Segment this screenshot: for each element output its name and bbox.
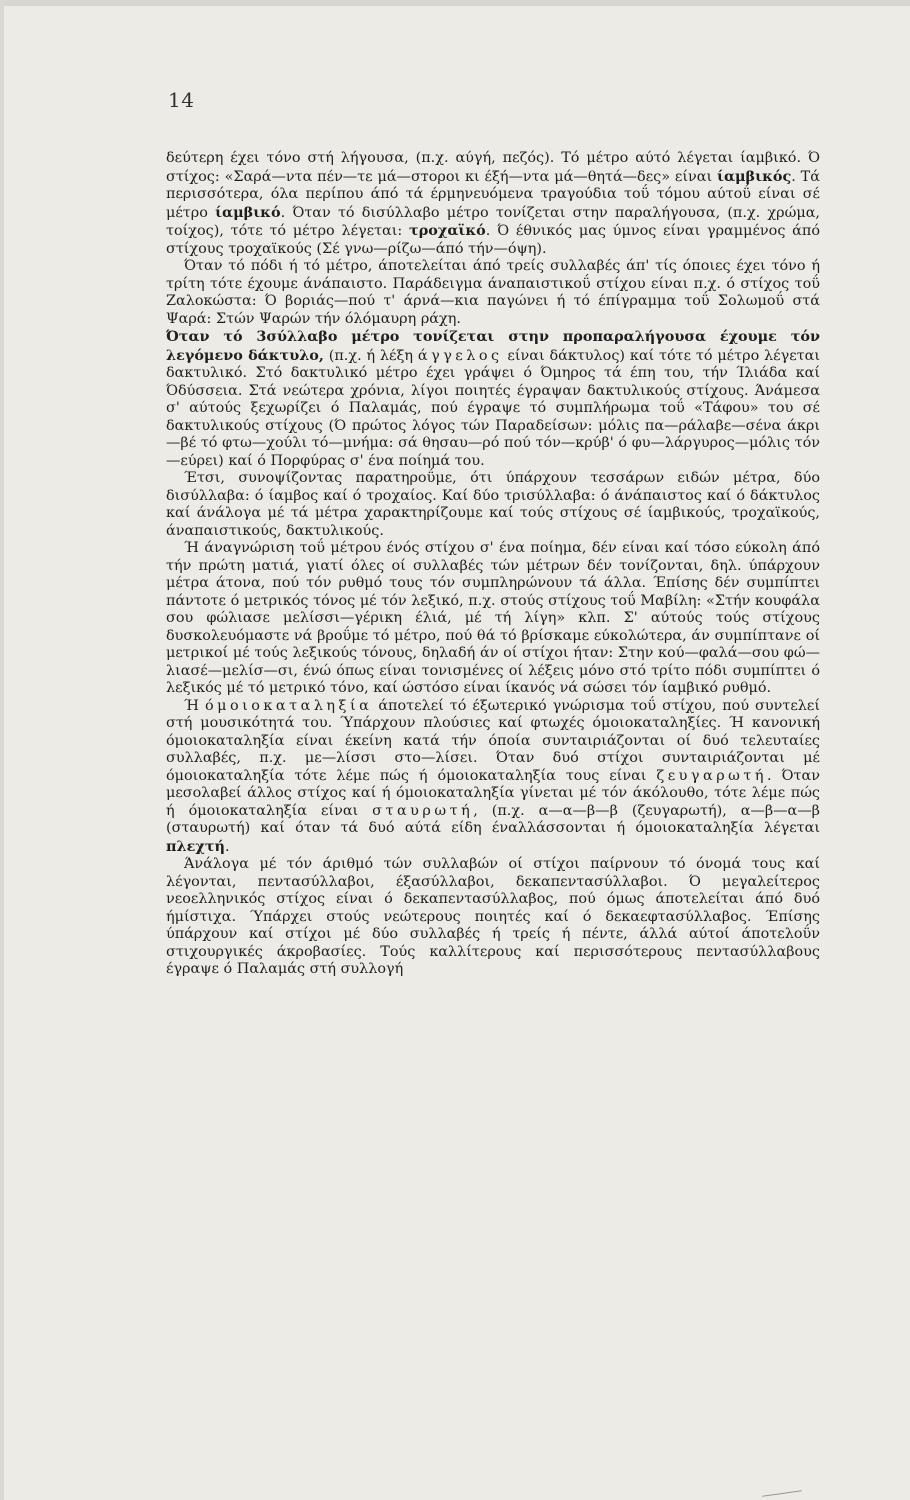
body-text <box>166 150 820 979</box>
bold-term: ίαμβικό <box>215 203 281 221</box>
text-run: είναι δάκτυλος) καί τότε τό μέτρο λέγεται δακτυλικό. Στό δακτυλικό μέτρο έχει γράψει ό Όμηρος τά έπη του, τήν Ίλιάδα καί Όδύσσεια. Στά νεώτερα χρόνια, λίγοι ποιητές έγραψαν δακτυλικούς στίχους. Άνάμεσα σ' αύτούς ξεχωρίζει ό Παλαμάς, πού έγραψε τό συμπλήρωμα τοΰ «Τάφου» του σέ δακτυλικούς στίχους (Ό πρώτος λόγος τών Παραδείσων: μόλις πα—ράλαβε—σένα άκρι—βέ τό φτω—χούλι τό—μνήμα: σά θησαυ—ρό πού τόν—κρύβ' ό φυ—λάργυρος—μόλις τόν—εύρει) καί ό Πορφύρας σ' ένα ποίημά του. <box>166 347 821 469</box>
paragraph <box>166 470 820 540</box>
spaced-term: όμοιοκαταληξία <box>204 697 373 714</box>
bold-term: πλεχτή <box>166 837 225 855</box>
paragraph <box>166 328 820 470</box>
text-run: , (π.χ. α—α—β—β (ζευγαρωτή), α—β—α—β (σταυρωτή) καί όταν τά δυό αύτά είδη έναλλάσσονται ή όμοιοκαταληξία λέγεται <box>166 802 820 836</box>
page-number: 14 <box>168 88 195 112</box>
paragraph <box>166 258 820 328</box>
text-run: (π.χ. ή λέξη <box>323 347 418 364</box>
spaced-term: σταυρωτή <box>372 802 474 819</box>
text-run: Άνάλογα μέ τόν άριθμό τών συλλαβών οί στίχοι παίρνουν τό όνομά τους καί λέγονται, πεντασύλλαβοι, έξασύλλαβοι, δεκαπεντασύλλαβοι. Ό μεγαλείτερος νεοελληνικός στίχος είναι ό δεκαπεντασύλλαβος, πού όμως άποτελείται άπό δυό ήμίστιχα. Ύπάρχει στούς νεώτερους ποιητές καί ό δεκαεφτασύλλαβος. Έπίσης ύπάρχουν καί στίχοι μέ δύο συλλαβές ή τρείς ή πέντε, άλλά αύτοί άποτελοΰν στιχουργικές άκροβασίες. Τούς καλλίτερους καί περισσότερους πεντασύλλαβους έγραψε ό Παλαμάς στή συλλογή <box>166 856 820 977</box>
spaced-term: ζευγαρωτή <box>656 767 767 784</box>
text-run: Έτσι, συνοψίζοντας παρατηροΰμε, ότι ύπάρχουν τεσσάρων ειδών μέτρα, δύο δισύλλαβα: ό ίαμβος καί ό τροχαίος. Καί δύο τρισύλλαβα: ό άνάπαιστος καί ό δάκτυλος καί άνάλογα μέ τά μέτρα χαρακτηρίζουμε καί τούς στίχους σέ ίαμβικούς, τροχαϊκούς, άναπαιστικούς, δακτυλικούς. <box>166 470 820 539</box>
paragraph <box>166 856 820 979</box>
text-run: . Όταν τό δισύλλαβο μέτρο τονίζεται στην παραλήγουσα, (π.χ. χρώμα, τοίχος), τότε τό μέτρο λέγεται: <box>166 204 820 239</box>
bold-term: Όταν τό 3σύλλαβο μέτρο τονίζεται στην προπαραλήγουσα έχουμε τόν λεγόμενο δάκτυλο, <box>166 328 820 364</box>
bold-term: ίαμβικός <box>716 167 792 185</box>
paragraph <box>166 540 820 698</box>
text-run: . Τά περισσότερα, όλα περίπου άπό τά έρμηνευόμενα τραγούδια τοΰ τόμου αύτοΰ είναι σέ μέτρο <box>166 168 820 221</box>
text-run: Ή <box>184 697 205 714</box>
text-run: δεύτερη έχει τόνο στή λήγουσα, (π.χ. αύγή, πεζός). Τό μέτρο αύτό λέγεται ίαμβικό. Ό στίχος: «Σαρά—ντα πέν—τε μά—σтοροι κι έξή—ντα μά—θητά—δες» είναι <box>166 150 820 185</box>
scan-edge <box>0 0 4 1500</box>
text-run: Ή άναγνώριση τοΰ μέτρου ένός στίχου σ' ένα ποίημα, δέν είναι καί τόσο εύκολη άπό τήν πρώτη ματιά, γιατί όλες οί συλλαβές τών μέτρων δέν τονίζονται, δηλ. ύπάρχουν μέτρα άτονα, πού τόν ρυθμό τους τόν συμπληρώνουν τά άλλα. Έπίσης δέν συμπίπτει πάντοτε ό μετρικός τόνος μέ τόν λεξικό, π.χ. στούς στίχους τοΰ Μαβίλη: «Στήν κουφάλα σου φώλιασε μελίσσι—γέρικη έλιά, μέ τή λίγη» κλπ. Σ' αύτούς τούς στίχους δυσκολευόμαστε νά βροΰμε τό μέτρο, πού θά τό βρίσκαμε εύκολώτερα, άν συμπίπτανε οί μετρικοί μέ τούς λεξικούς τόνους, δηλαδή άν οί στίχοι ήταν: Στην κού—φαλά—σου φώ—λιασέ—μελίσ—σι, ένώ όπως είναι τονισμένες οί λέξεις μόνο στό τρίτο πόδι συμπίπτει ό λεξικός μέ τό μετρικό τόνο, καί ώστόσο είναι ίκανός νά σώσει τόν ίαμβικό ρυθμό. <box>166 540 820 696</box>
scan-edge <box>0 0 910 6</box>
text-run: . <box>224 838 230 855</box>
text-run: άποτελεί τό έξωτερικό γνώρισμα τοΰ στίχου, πού συντελεί στή μουσικότητά του. Ύπάρχουν πλούσιες καί φτωχές όμοιοκαταληξίες. Ή κανονική όμοιοκαταληξία είναι έκείνη κατά τήν όποία συνταιριάζονται οί δυό τελευταίες συλλαβές, π.χ. με—λίσσι στο—λίσει. Όταν δυό στίχοι συνταιριάζονται μέ όμοιοκαταληξία τότε λέμε πώς ή όμοιοκαταληξία τους είναι <box>166 697 820 784</box>
paragraph <box>166 698 820 857</box>
paragraph <box>166 150 820 258</box>
spaced-term: άγγελος <box>417 347 503 364</box>
text-run: . Ό έθνικός μας ύμνος είναι γραμμένος άπό στίχους τροχαϊκούς (Σέ γνω—ρίζω—άπό τήν—όψη). <box>166 223 820 257</box>
text-run: . Όταν μεσολαβεί άλλος στίχος καί ή όμοιοκαταληξία γίνεται μέ τόν άκόλουθο, τότε λέμε πώς ή όμοιοκαταληξία είναι <box>166 767 820 819</box>
bold-term: τροχαϊκό <box>409 222 486 239</box>
text-run: Όταν τό πόδι ή τό μέτρο, άποτελείται άπό τρείς συλλαβές άπ' τίς όποιες έχει τόνο ή τρίτη τότε έχουμε άνάπαιστο. Παράδειγμα άναπαιστικοΰ στίχου είναι π.χ. ό στίχος τοΰ Ζαλοκώστα: Ό βοριάς—πού τ' άρνά—κια παγώνει ή τό έπίγραμμα τοΰ Σολωμοΰ στά Ψαρά: Στών Ψαρών τήν όλόμαυρη ράχη. <box>166 258 820 327</box>
